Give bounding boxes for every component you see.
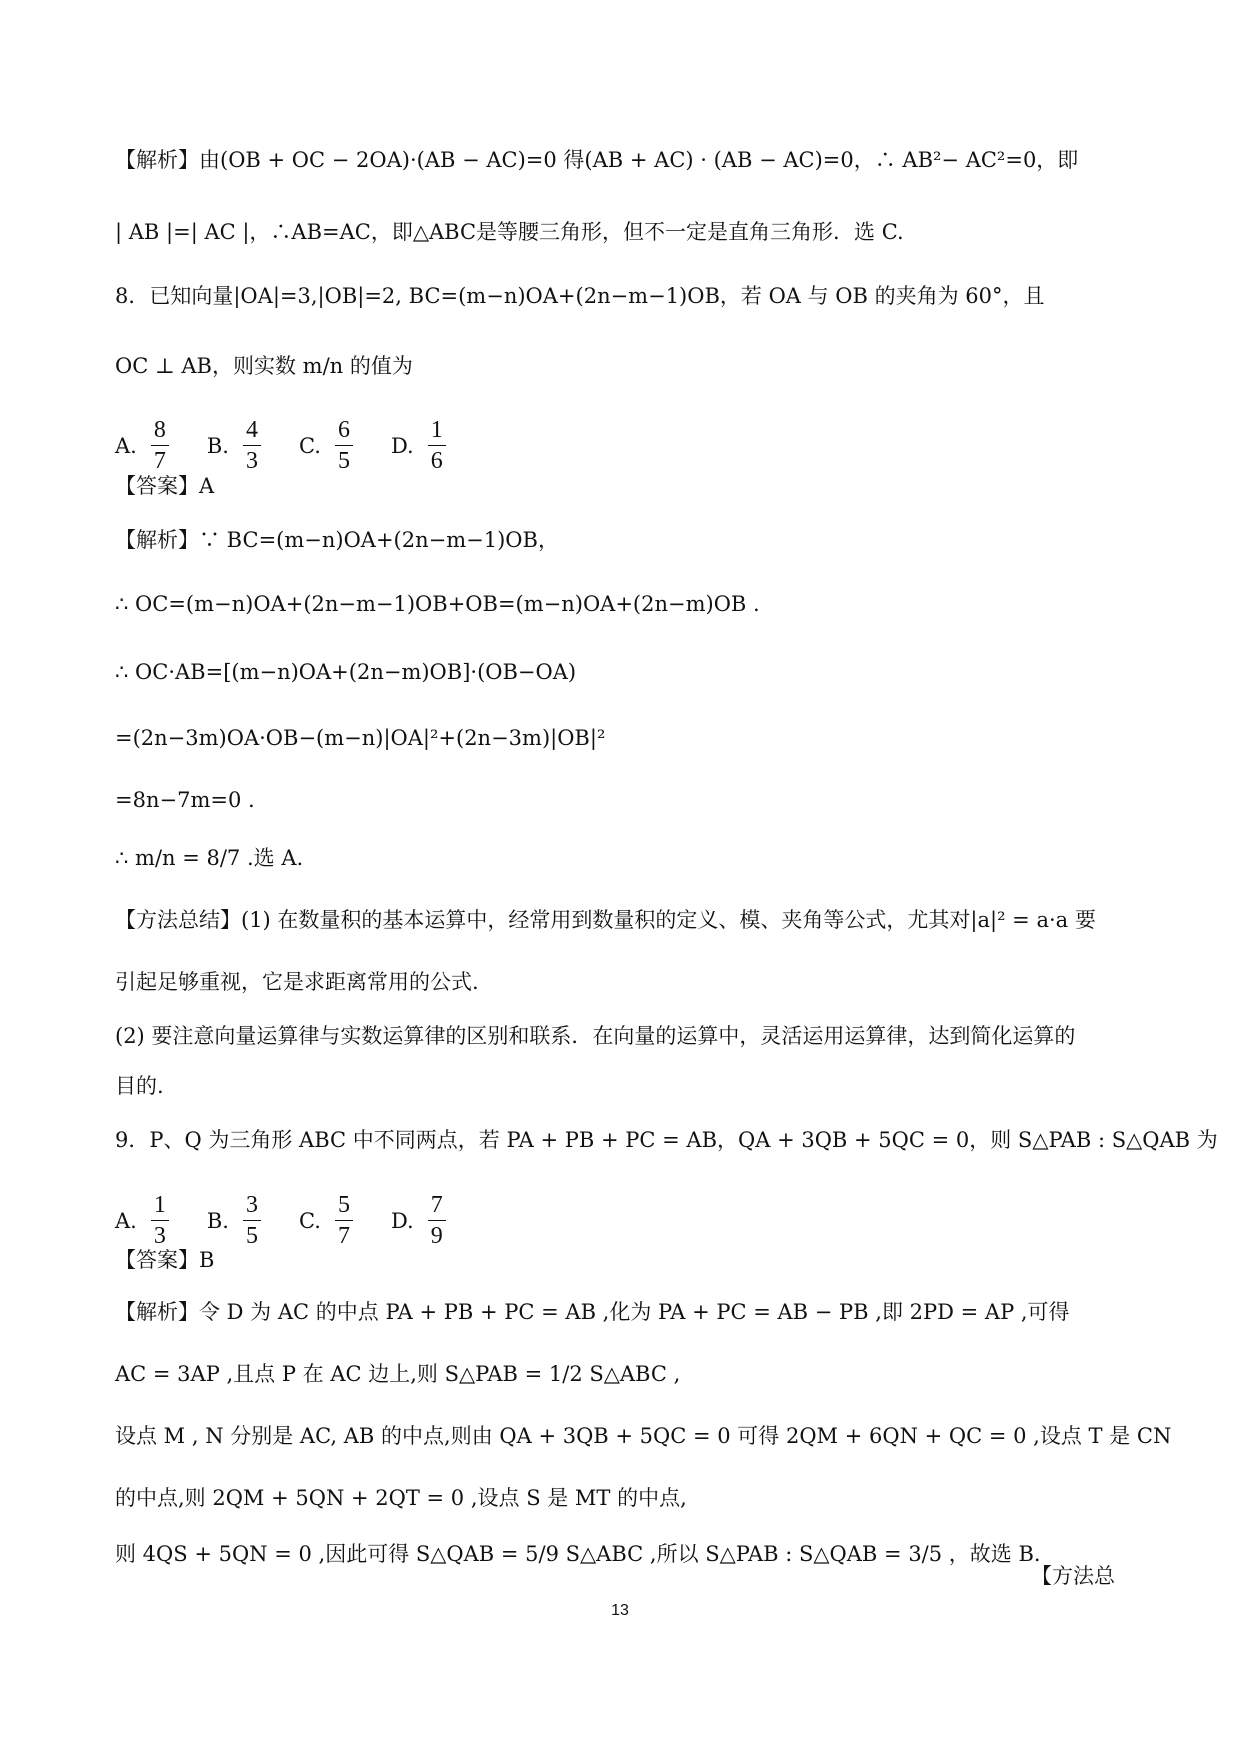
text-line-l19: 【答案】B xyxy=(115,1248,215,1272)
section-heading-continued: 【方法总 xyxy=(1031,1564,1115,1588)
text-line-l12: ∴ m/n = 8/7 .选 A. xyxy=(115,846,304,870)
text-line-l4: OC ⊥ AB，则实数 m/n 的值为 xyxy=(115,354,413,378)
q8-choices xyxy=(115,415,484,476)
q8-choice-c[interactable]: C. $\frac{6}{5}$ xyxy=(299,415,353,476)
text-line-l11: =8n−7m=0 . xyxy=(115,788,255,812)
page-number: 13 xyxy=(611,1602,629,1619)
text-line-l15: (2) 要注意向量运算律与实数运算律的区别和联系．在向量的运算中，灵活运用运算律，达到简化运算的 xyxy=(115,1024,1076,1048)
text-line-l9: ∴ OC·AB=[(m−n)OA+(2n−m)OB]·(OB−OA) xyxy=(115,660,577,684)
q9-choice-a[interactable]: A. $\frac{1}{3}$ xyxy=(115,1190,169,1251)
text-line-l1: 【解析】由(OB + OC − 2OA)·(AB − AC)=0 得(AB + AC) · (AB − AC)=0，∴ AB²− AC²=0，即 xyxy=(115,148,1079,172)
text-line-l3: 8．已知向量|OA|=3,|OB|=2, BC=(m−n)OA+(2n−m−1)OB，若 OA 与 OB 的夹角为 60°，且 xyxy=(115,284,1045,308)
text-line-l22: 设点 M , N 分别是 AC, AB 的中点,则由 QA + 3QB + 5QC = 0 可得 2QM + 6QN + QC = 0 ,设点 T 是 CN xyxy=(115,1424,1172,1448)
text-line-l6: 【答案】A xyxy=(115,474,215,498)
text-line-l24: 则 4QS + 5QN = 0 ,因此可得 S△QAB = 5/9 S△ABC ,所以 S△PAB : S△QAB = 3/5 ，故选 B. xyxy=(115,1542,1041,1566)
text-line-l17: 9．P、Q 为三角形 ABC 中不同两点，若 PA + PB + PC = AB，QA + 3QB + 5QC = 0，则 S△PAB : S△QAB 为 xyxy=(115,1128,1218,1152)
q8-choice-b[interactable]: B. $\frac{4}{3}$ xyxy=(207,415,261,476)
text-line-l7: 【解析】∵ BC=(m−n)OA+(2n−m−1)OB， xyxy=(115,528,559,552)
text-line-l20: 【解析】令 D 为 AC 的中点 PA + PB + PC = AB ,化为 PA + PC = AB − PB ,即 2PD = AP ,可得 xyxy=(115,1300,1070,1324)
q9-choice-c[interactable]: C. $\frac{5}{7}$ xyxy=(299,1190,353,1251)
text-line-l13: 【方法总结】(1) 在数量积的基本运算中，经常用到数量积的定义、模、夹角等公式，尤其对|a|² = a·a 要 xyxy=(115,908,1096,932)
text-line-l8: ∴ OC=(m−n)OA+(2n−m−1)OB+OB=(m−n)OA+(2n−m)OB . xyxy=(115,592,760,616)
text-line-l23: 的中点,则 2QM + 5QN + 2QT = 0 ,设点 S 是 MT 的中点, xyxy=(115,1486,687,1510)
q9-choices xyxy=(115,1190,484,1251)
q8-choice-d[interactable]: D. $\frac{1}{6}$ xyxy=(391,415,446,476)
q9-choice-b[interactable]: B. $\frac{3}{5}$ xyxy=(207,1190,261,1251)
text-line-l2: | AB |=| AC |，∴AB=AC，即△ABC是等腰三角形，但不一定是直角三角形．选 C. xyxy=(115,220,904,244)
text-line-l21: AC = 3AP ,且点 P 在 AC 边上,则 S△PAB = 1/2 S△ABC , xyxy=(115,1362,681,1386)
q9-choice-d[interactable]: D. $\frac{7}{9}$ xyxy=(391,1190,446,1251)
q8-choice-a[interactable]: A. $\frac{8}{7}$ xyxy=(115,415,169,476)
text-line-l16: 目的. xyxy=(115,1074,164,1098)
text-line-l10: =(2n−3m)OA·OB−(m−n)|OA|²+(2n−3m)|OB|² xyxy=(115,726,606,750)
text-line-l14: 引起足够重视，它是求距离常用的公式. xyxy=(115,970,479,994)
